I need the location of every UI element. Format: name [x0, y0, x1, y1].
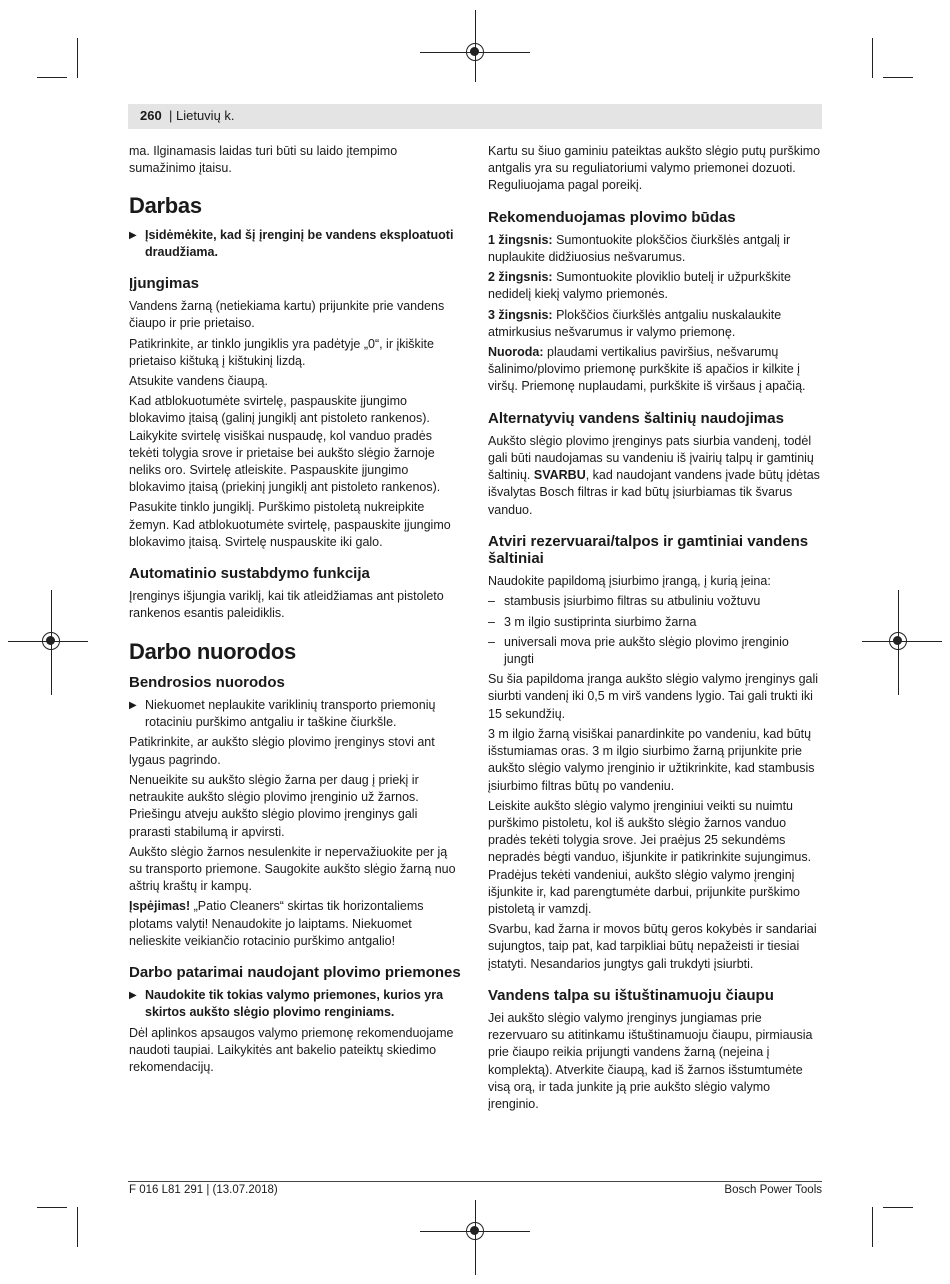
warning-body: „Patio Cleaners“ skirtas tik horizontaliems plotams valyti! Nenaudokite jo laiptams. Niekuomet nelieskite veikiančio rotacinio purškimo antgalio!	[129, 899, 424, 948]
step-label: 3 žingsnis:	[488, 307, 553, 322]
section-heading: Darbas	[129, 193, 202, 219]
subsection-heading: Darbo patarimai naudojant plovimo priemones	[129, 963, 461, 981]
registration-mark-icon	[889, 632, 907, 650]
language-label: | Lietuvių k.	[169, 108, 235, 123]
paragraph: Su šia papildoma įranga aukšto slėgio valymo įrenginys gali siurbti vandenį iki 0,5 m virš vandens lygio. Tai gali trukti iki 15 sekundžių.	[488, 672, 819, 721]
subsection-heading: Bendrosios nuorodos	[129, 673, 285, 691]
footer-rule	[128, 1181, 822, 1182]
registration-mark-icon	[466, 43, 484, 61]
subsection-heading: Automatinio sustabdymo funkcija	[129, 565, 370, 583]
crop-mark	[37, 1207, 67, 1208]
subsection-heading: Atviri rezervuarai/talpos ir gamtiniai vandens šaltiniai	[488, 532, 809, 568]
warning-bullet: ▶ Niekuomet neplaukite variklinių transporto priemonių rotaciniu purškimo antgaliu ir taškine čiurkšle.	[129, 697, 461, 731]
paragraph: Naudokite papildomą įsiurbimo įrangą, į kurią įeina:	[488, 574, 771, 589]
paragraph: Dėl aplinkos apsaugos valymo priemonę rekomenduojame naudoti taupiai. Laikykitės ant bakelio pateiktų skiedimo rekomendacijų.	[129, 1025, 454, 1074]
registration-mark-icon	[42, 632, 60, 650]
crop-mark	[872, 38, 873, 78]
page-header	[128, 104, 822, 129]
step-3	[488, 307, 822, 341]
paragraph: Svarbu, kad žarna ir movos būtų geros kokybės ir sandariai sujungtos, taip pat, kad tarpikliai būtų nepažeisti ir tiesiai įstatyti. Nesandarios jungtys gali trukdyti įsiurbti.	[488, 922, 817, 971]
section-heading: Darbo nuorodos	[129, 638, 296, 664]
step-2	[488, 269, 822, 303]
crop-mark	[77, 1207, 78, 1247]
step-label: 2 žingsnis:	[488, 270, 553, 285]
crop-mark	[37, 77, 67, 78]
step-1	[488, 232, 822, 266]
registration-mark-icon	[466, 1222, 484, 1240]
subsection-heading: Alternatyvių vandens šaltinių naudojimas	[488, 409, 784, 427]
paragraph: Atsukite vandens čiaupą.	[129, 374, 268, 389]
list-item: – stambusis įsiurbimo filtras su atbuliniu vožtuvu	[488, 593, 822, 610]
paragraph: Leiskite aukšto slėgio valymo įrenginiui veikti su nuimtu purškimo pistoletu, kol iš aukšto slėgio žarnos vanduo pradės tekėti tolygia srove. Jei praėjus 25 sekundėms nepradės bėgti vanduo, išjunkite ir patikrinkite sujungimus. Pradėjus tekėti vandeniui, aukšto slėgio valymo įrenginį išjunkite ir, kad parengtumėte darbui, prijunkite purškimo pistoletą ir vamzdį.	[488, 798, 812, 916]
page-number: 260	[140, 108, 162, 123]
text-span: , kad naudojant vandens įvade būtų įdėtas išvalytas Bosch filtras ir kad būtų įsiurbiamas tik švarus vanduo.	[488, 468, 820, 517]
footer-brand: Bosch Power Tools	[724, 1184, 822, 1196]
paragraph: Įrenginys išjungia variklį, kai tik atleidžiamas ant pistoleto rankenos esantis paleidiklis.	[129, 589, 444, 621]
right-column	[488, 143, 822, 1116]
warning-text: Įsidėmėkite, kad šį įrenginį be vandens eksploatuoti draudžiama.	[145, 227, 454, 259]
paragraph: Kartu su šiuo gaminiu pateiktas aukšto slėgio putų purškimo antgalis yra su reguliatoriumi valymo priemonei dozuoti. Reguliuojama pagal poreikį.	[488, 144, 821, 193]
step-label: 1 žingsnis:	[488, 232, 553, 247]
warning-label: Įspėjimas!	[129, 899, 191, 914]
subsection-heading: Rekomenduojamas plovimo būdas	[488, 208, 736, 226]
emphasis: SVARBU	[533, 468, 586, 483]
list-item: – 3 m ilgio sustiprinta siurbimo žarna	[488, 614, 822, 631]
subsection-heading: Vandens talpa su ištuštinamuoju čiaupu	[488, 986, 774, 1004]
footer-doc-id: F 016 L81 291 | (13.07.2018)	[129, 1184, 278, 1196]
left-column	[129, 143, 461, 1079]
note-text: plaudami vertikalius paviršius, nešvarumų šalinimo/plovimo priemonę purkškite iš apačios ir kilkite į viršų. Priemonę nuplaudami, purkškite iš viršaus į apačią.	[488, 345, 806, 394]
warning-text: Naudokite tik tokias valymo priemones, kurios yra skirtos aukšto slėgio plovimo renginiams.	[145, 988, 444, 1020]
paragraph: Vandens žarną (netiekiama kartu) prijunkite prie vandens čiaupo ir prie prietaiso.	[129, 299, 445, 331]
step-text: Sumontuokite plokščios čiurkšlės antgalį ir nuplaukite didžiuosius nešvarumus.	[488, 232, 791, 265]
subsection-heading: Įjungimas	[129, 275, 200, 293]
paragraph: 3 m ilgio žarną visiškai panardinkite po vandeniu, kad būtų išstumiamas oras. 3 m ilgio siurbimo žarną prijunkite prie aukšto slėgio valymo įrenginio ir užtikrinkite, kad stambusis įsiurbimo filtras būtų po vandeniu.	[488, 726, 815, 793]
crop-mark	[883, 1207, 913, 1208]
paragraph: Pasukite tinklo jungiklį. Purškimo pistoletą nukreipkite žemyn. Kad atblokuotumėte svirtelę, paspauskite įjungimo blokavimo įtaisą. Svirtelę nuspauskite iki galo.	[129, 500, 451, 549]
crop-mark	[872, 1207, 873, 1247]
note	[488, 344, 822, 396]
paragraph: Patikrinkite, ar aukšto slėgio plovimo įrenginys stovi ant lygaus pagrindo.	[129, 735, 435, 767]
paragraph: Aukšto slėgio žarnos nesulenkite ir nepervažiuokite per ją su transporto priemone. Saugokite aukšto slėgio žarną nuo aštrių kraštų ir kampų.	[129, 844, 456, 894]
paragraph: Kad atblokuotumėte svirtelę, paspauskite įjungimo blokavimo įtaisą (galinį jungiklį ant pistoleto rankenos). Laikykite svirtelę visiškai nuspaudę, kol vanduo pradės tekėti tolygia srove ir prietaise bei aukšto slėgio žarnoje neliks oro. Svirtelę atleiskite. Paspauskite įjungimo blokavimo įtaisą (priekinį jungiklį ant pistoleto rankenos).	[129, 394, 441, 495]
list-item: – universali mova prie aukšto slėgio plovimo įrenginio jungti	[488, 634, 822, 668]
paragraph	[488, 433, 822, 519]
paragraph: Jei aukšto slėgio valymo įrenginys jungiamas prie rezervuaro su atitinkamu ištuštinamuoju čiaupu, pirmiausia prie čiaupo reikia prijungti vandens žarną (nejeina į komplektą). Atverkite čiaupą, kad iš žarnos išstumtumėte visą orą, ir tada junkite ją prie aukšto slėgio valymo įrenginio.	[488, 1010, 813, 1111]
step-text: Sumontuokite ploviklio butelį ir užpurkškite nedidelį kiekį valymo priemonės.	[488, 270, 791, 302]
warning-bullet	[129, 987, 461, 1021]
text-span: Aukšto slėgio plovimo įrenginys pats siurbia vandenį, todėl gali būti naudojamas su vandeniu iš įvairių talpų ir gamtinių šaltinių.	[488, 433, 814, 483]
paragraph: ma. Ilginamasis laidas turi būti su laido įtempimo sumažinimo įtaisu.	[129, 144, 398, 176]
paragraph: Patikrinkite, ar tinklo jungiklis yra padėtyje „0“, ir įkiškite prietaiso kištuką į kištukinį lizdą.	[129, 336, 434, 368]
step-text: Plokščios čiurkšlės antgaliu nuskalaukite atmirkusius nešvarumus ir valymo priemonę.	[488, 307, 782, 339]
paragraph: Nenueikite su aukšto slėgio žarna per daug į priekį ir netraukite aukšto slėgio plovimo įrenginio už žarnos. Priešingu atveju aukšto slėgio plovimo įrenginys gali prarasti stabilumą ir apvirsti.	[129, 772, 419, 839]
paragraph	[129, 898, 461, 950]
warning-bullet	[129, 227, 461, 261]
note-label: Nuoroda:	[488, 345, 544, 360]
crop-mark	[883, 77, 913, 78]
crop-mark	[77, 38, 78, 78]
